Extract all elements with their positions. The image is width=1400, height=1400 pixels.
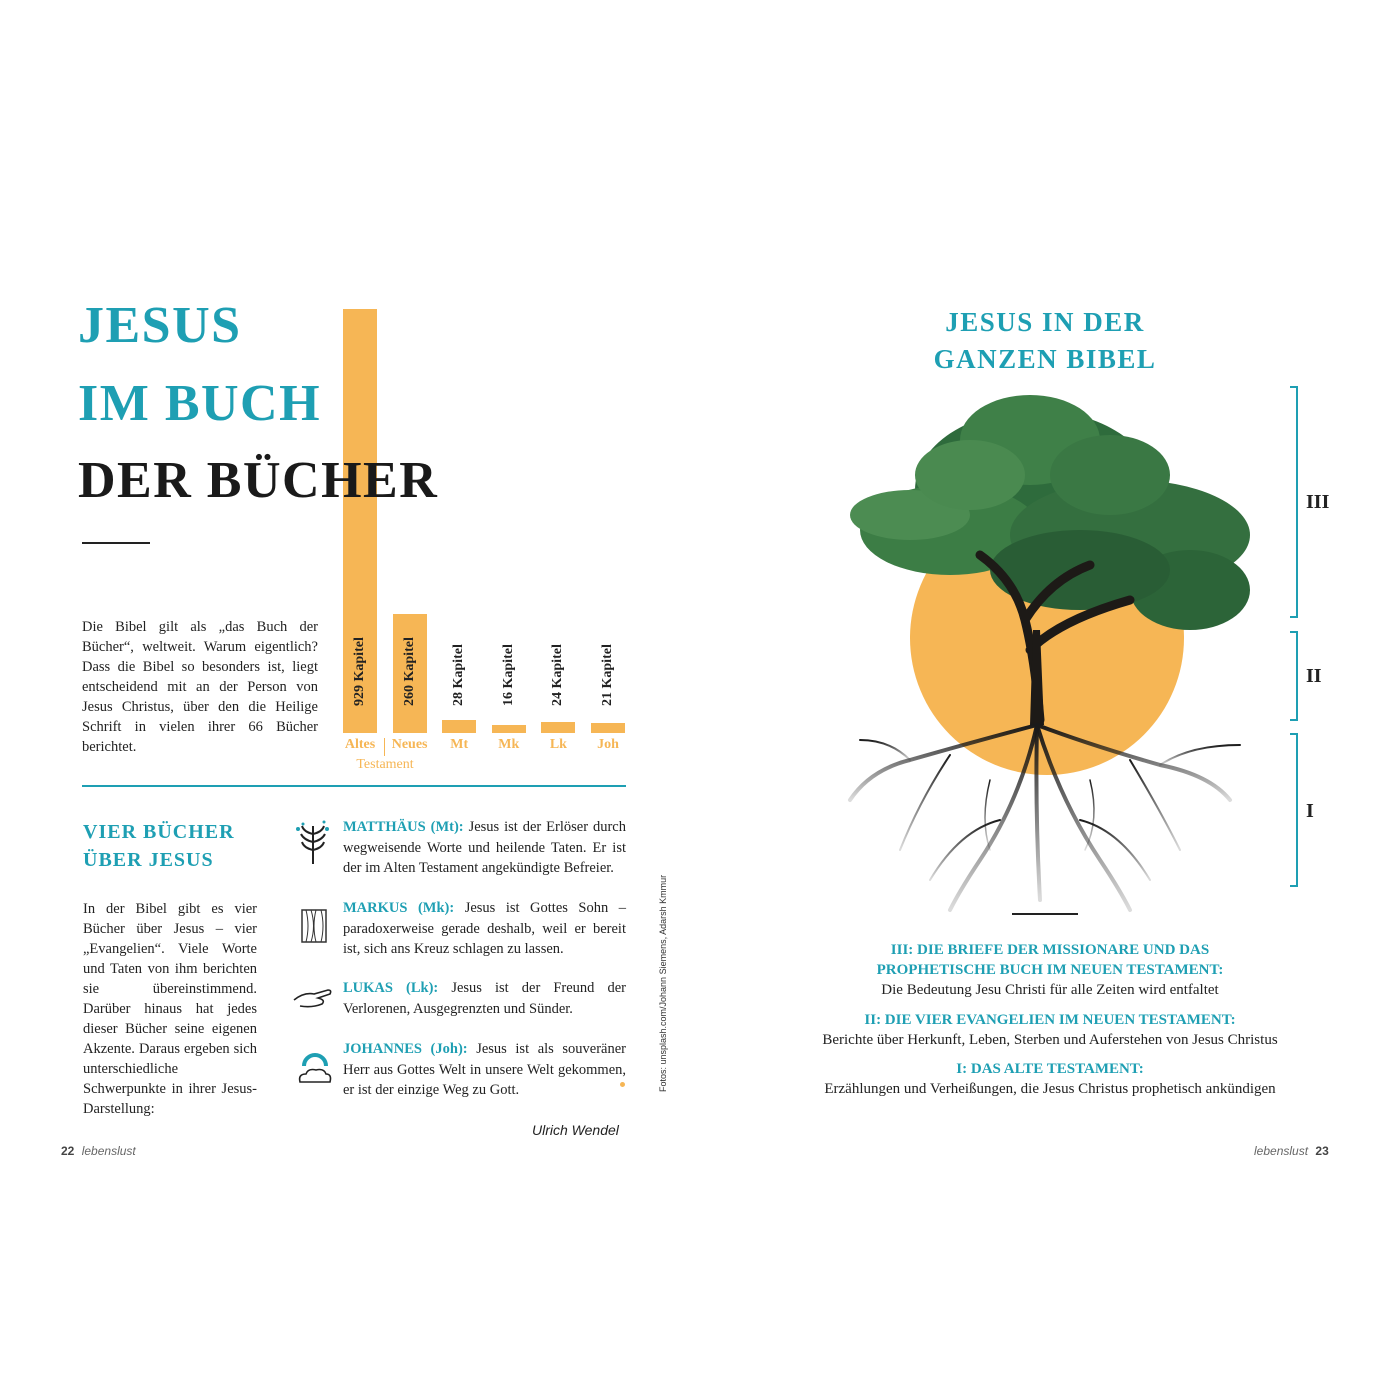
category-label: Neues	[391, 737, 428, 752]
four-books-text: In der Bibel gibt es vier Bücher über Jesus – vier „Evangelien“. Viele Worte und Taten von ihm berichten sie übereinstimmend. Darüber hinaus hat jedes dieser Bücher seine eigenen Akzente. Daraus ergeben sich unterschiedliche Schwerpunkte in ihrer Jesus-Darstellung:	[83, 901, 257, 1117]
page-number-left	[61, 1144, 136, 1158]
category-label: Joh	[597, 737, 619, 752]
bar-lk	[541, 722, 575, 733]
gospel-description: Jesus ist Gottes Sohn – paradoxerweise gerade deshalb, weil er bereit ist, sich ans Kreuz schlagen zu lassen.	[343, 900, 626, 957]
tree-roots	[850, 725, 1240, 910]
end-mark	[620, 1082, 625, 1087]
title-line-2: IM BUCH	[78, 375, 322, 432]
bar-value-label: 260 Kapitel	[401, 637, 417, 706]
gospel-name: MARKUS (Mk):	[343, 900, 455, 916]
legend-II-heading: II: DIE VIER EVANGELIEN IM NEUEN TESTAMENT:	[864, 1012, 1236, 1028]
tree-underline	[1012, 913, 1078, 915]
legend-I-heading: I: DAS ALTE TESTAMENT:	[956, 1061, 1144, 1077]
title-line-1: JESUS	[78, 297, 242, 354]
bracket-III	[1290, 386, 1298, 618]
roman-I: I	[1306, 800, 1314, 822]
bar-joh	[591, 723, 625, 733]
tree-illustration	[830, 380, 1270, 920]
gospel-name: JOHANNES (Joh):	[343, 1041, 468, 1057]
legend-II-text: Berichte über Herkunft, Leben, Sterben und Auferstehen von Jesus Christus	[822, 1032, 1278, 1048]
category-label: Lk	[549, 737, 567, 752]
right-title-line-1: JESUS IN DER	[945, 307, 1145, 337]
legend-I-text: Erzählungen und Verheißungen, die Jesus Christus prophetisch ankündigen	[824, 1081, 1276, 1097]
page-number-right	[1254, 1144, 1329, 1158]
legend-I	[790, 1059, 1310, 1099]
category-label: Mk	[498, 737, 520, 752]
bar-mt	[442, 720, 476, 733]
bar-value-label: 929 Kapitel	[352, 637, 367, 706]
page-number: 22	[61, 1144, 75, 1158]
roman-II: II	[1306, 665, 1322, 687]
magazine-name: lebenslust	[81, 1144, 136, 1158]
category-label: Mt	[450, 737, 469, 752]
gospel-description: Jesus ist der Freund der Verlorenen, Ausgegrenzten und Sünder.	[343, 980, 626, 1017]
title-line-3: DER BÜCHER	[78, 452, 439, 509]
magazine-name-right: lebenslust	[1254, 1144, 1309, 1158]
gospel-entry	[343, 898, 626, 960]
testament-separator	[384, 738, 385, 756]
bracket-II	[1290, 631, 1298, 721]
gospel-name: MATTHÄUS (Mt):	[343, 819, 464, 835]
subheading-line-1: VIER BÜCHER	[83, 821, 235, 843]
roman-III: III	[1306, 491, 1330, 513]
title-divider	[82, 542, 150, 544]
gospel-entry	[343, 1039, 626, 1101]
bar-value-label: 16 Kapitel	[500, 644, 516, 706]
legend-II	[790, 1010, 1310, 1050]
plant-icon	[294, 820, 332, 866]
sun-cloud-icon	[296, 1050, 334, 1086]
gospel-entry	[343, 817, 626, 879]
bar-value-label: 24 Kapitel	[550, 644, 566, 706]
hand-icon	[292, 982, 334, 1010]
legend-III-text: Die Bedeutung Jesu Christi für alle Zeiten wird entfaltet	[881, 982, 1219, 998]
gospel-description: Jesus ist als souveräner Herr aus Gottes Welt in unsere Welt gekommen, er ist der einzige Weg zu Gott.	[343, 1041, 627, 1098]
category-sublabel: Testament	[356, 757, 414, 772]
bar-value-label: 28 Kapitel	[451, 644, 467, 706]
bracket-I	[1290, 733, 1298, 887]
legend-III	[790, 940, 1310, 1000]
right-title	[840, 304, 1250, 378]
legend-III-heading: III: DIE BRIEFE DER MISSIONARE UND DAS PROPHETISCHE BUCH IM NEUEN TESTAMENT:	[876, 942, 1224, 978]
section-divider	[82, 785, 626, 787]
subheading-line-2: ÜBER JESUS	[83, 849, 214, 871]
gospel-entry	[343, 978, 626, 1019]
photo-credit: Fotos: unsplash.com/Johann Siemens, Adarsh Kmmur	[658, 874, 668, 1092]
right-title-line-2: GANZEN BIBEL	[933, 344, 1157, 374]
bar-mk	[492, 725, 526, 733]
bar-value-label: 21 Kapitel	[600, 644, 615, 706]
gospel-description: Jesus ist der Erlöser durch wegweisende Worte und heilende Taten. Er ist der im Alten Testament angekündigte Befreier.	[343, 819, 626, 876]
page-number-right-value: 23	[1315, 1144, 1329, 1158]
intro-text: Die Bibel gilt als „das Buch der Bücher“, weltweit. Warum eigentlich? Dass die Bibel so besonders ist, liegt entscheidend mit an der Person von Jesus Christus, über den die Heilige Schrift in vielen ihrer 66 Bücher berichtet.	[82, 619, 318, 755]
author: Ulrich Wendel	[532, 1122, 619, 1138]
gospel-name: LUKAS (Lk):	[343, 980, 439, 996]
category-label: Altes	[344, 737, 376, 752]
wood-grain-icon	[300, 908, 328, 944]
